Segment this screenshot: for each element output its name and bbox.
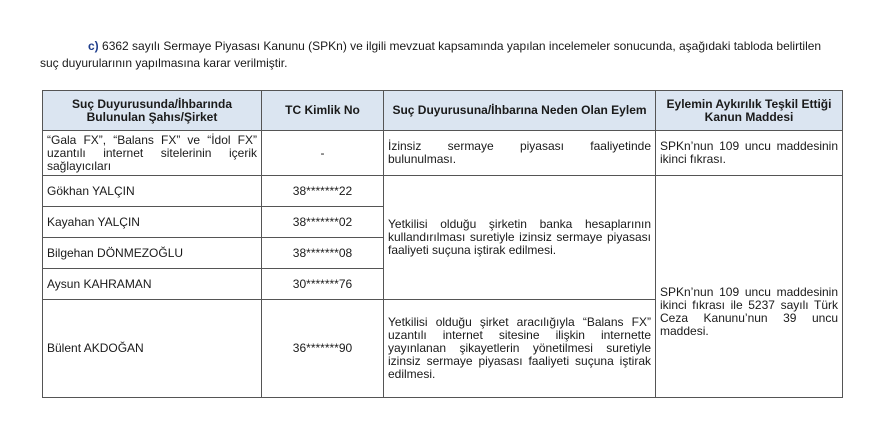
person-cell: Bülent AKDOĞAN [43,300,262,398]
action-cell: Yetkilisi olduğu şirket aracılığıyla “Balans FX” uzantılı internet sitesine ilişkin internette yayınlanan şikayetlerin yönetilmesi suretiyle izinsiz sermaye piyasası faaliyeti suçuna iştirak edilmesi. [384,300,656,398]
person-cell: Kayahan YALÇIN [43,207,262,238]
table-header-row [43,91,843,131]
table-row [43,131,843,176]
action-cell: Yetkilisi olduğu şirketin banka hesaplarının kullandırılması suretiyle izinsiz sermaye piyasası faaliyeti suçuna iştirak edilmesi. [384,176,656,300]
law-cell: SPKn’nun 109 uncu maddesinin ikinci fıkrası ile 5237 sayılı Türk Ceza Kanunu’nun 39 uncu maddesi. [656,176,843,398]
action-cell: İzinsiz sermaye piyasası faaliyetinde bulunulması. [384,131,656,176]
tc-cell: 36*******90 [262,300,384,398]
tc-cell: 38*******22 [262,176,384,207]
intro-paragraph [40,38,840,72]
tc-cell: 38*******02 [262,207,384,238]
person-cell: Aysun KAHRAMAN [43,269,262,300]
tc-cell: 30*******76 [262,269,384,300]
section-marker: c) [88,39,99,53]
header-person: Suç Duyurusunda/İhbarında Bulunulan Şahıs/Şirket [43,91,262,131]
law-cell: SPKn’nun 109 uncu maddesinin ikinci fıkrası. [656,131,843,176]
criminal-complaints-table [42,90,843,398]
tc-cell: 38*******08 [262,238,384,269]
person-cell: Gökhan YALÇIN [43,176,262,207]
table-row [43,176,843,207]
person-cell: Bilgehan DÖNMEZOĞLU [43,238,262,269]
person-cell: “Gala FX”, “Balans FX” ve “İdol FX” uzantılı internet sitelerinin içerik sağlayıcıları [43,131,262,176]
tc-cell: - [262,131,384,176]
intro-text: 6362 sayılı Sermaye Piyasası Kanunu (SPKn) ve ilgili mevzuat kapsamında yapılan incelemeler sonucunda, aşağıdaki tabloda belirtilen suç duyurularının yapılmasına karar verilmiştir. [40,39,822,70]
header-action: Suç Duyurusuna/İhbarına Neden Olan Eylem [384,91,656,131]
header-tc: TC Kimlik No [262,91,384,131]
header-law: Eylemin Aykırılık Teşkil Ettiği Kanun Maddesi [656,91,843,131]
